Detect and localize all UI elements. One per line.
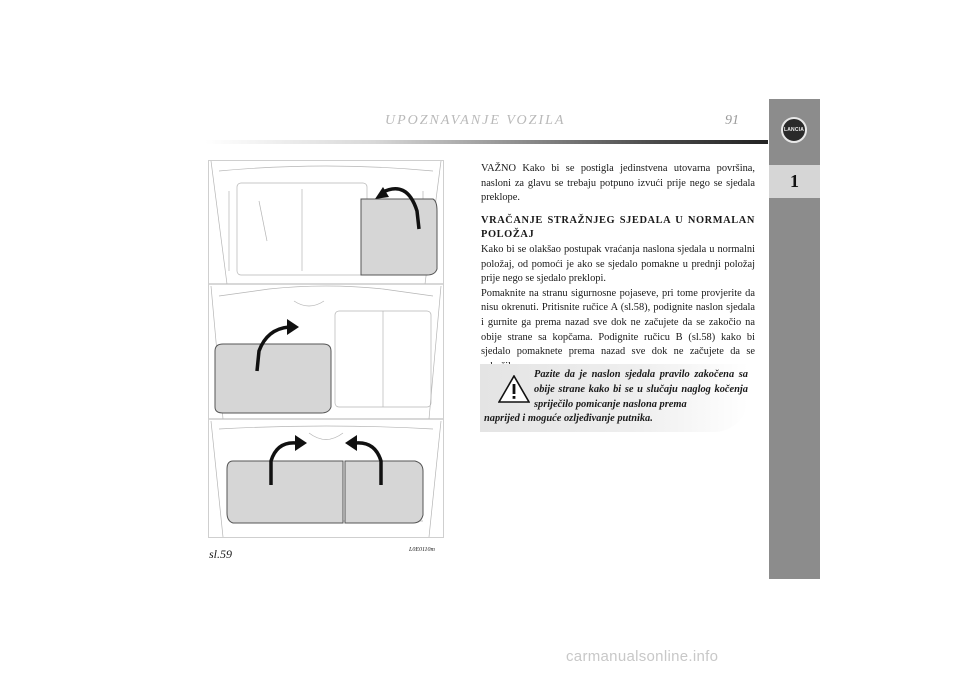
- seat-illustration: [209, 161, 443, 537]
- figure-caption: sl.59: [209, 547, 233, 561]
- section-heading: VRAČANJE STRAŽNJEG SJEDALA U NORMALAN POLOŽAJ: [481, 214, 755, 241]
- warning-text-full: naprijed i moguće ozljeđivanje putnika.: [484, 413, 653, 425]
- paragraph-procedure: Kako bi se olakšao postupak vraćanja naslona sjedala u normalni položaj, od pomoći je ako se sjedalo pomakne u prednji položaj prije nego se sjedalo preklopi.: [481, 243, 755, 285]
- lancia-logo-icon: [781, 117, 807, 143]
- folded-seat-left: [227, 461, 343, 523]
- warning-box: [480, 364, 748, 432]
- section-tab[interactable]: [769, 165, 820, 198]
- folded-seat-right: [345, 461, 423, 523]
- header-title: UPOZNAVANJE VOZILA: [385, 113, 566, 128]
- header-rule: [205, 140, 768, 144]
- paragraph-steps: Pomaknite na stranu sigurnosne pojaseve, pri tome provjerite da nisu okrenuti. Pritisnite ručice A (sl.58), podignite naslon sjedala i gurnite ga prema nazad sve dok ne začujete da se zakočio na obije strane sa kopčama. Podignite ručicu B (sl.58) kako bi sjedalo pomaknete prema nazad sve dok ne začujete da se: [481, 287, 755, 358]
- logo-text: LANCIA: [783, 127, 805, 133]
- page-number: 91: [725, 113, 739, 128]
- warning-text-indented: Pazite da je naslon sjedala pravilo zakočena sa obije strane kako bi se u slučaju naglog kočenja spriječilo pomicanje naslona prema: [534, 369, 748, 410]
- sidebar: [769, 99, 820, 579]
- figure-illustration: [208, 160, 444, 538]
- section-number: 1: [790, 171, 799, 191]
- folded-seat-back-2: [215, 344, 331, 413]
- figure-code: L0E0110m: [409, 547, 435, 553]
- paragraph-important: VAŽNO Kako bi se postigla jedinstvena utovarna površina, nasloni za glavu se trebaju potpuno izvući prije nego se sjedala preklope.: [481, 163, 755, 204]
- watermark: carmanualsonline.info: [566, 648, 719, 665]
- folded-seat-back-1: [361, 199, 437, 275]
- warning-text: [484, 368, 748, 427]
- text-column: [481, 162, 755, 382]
